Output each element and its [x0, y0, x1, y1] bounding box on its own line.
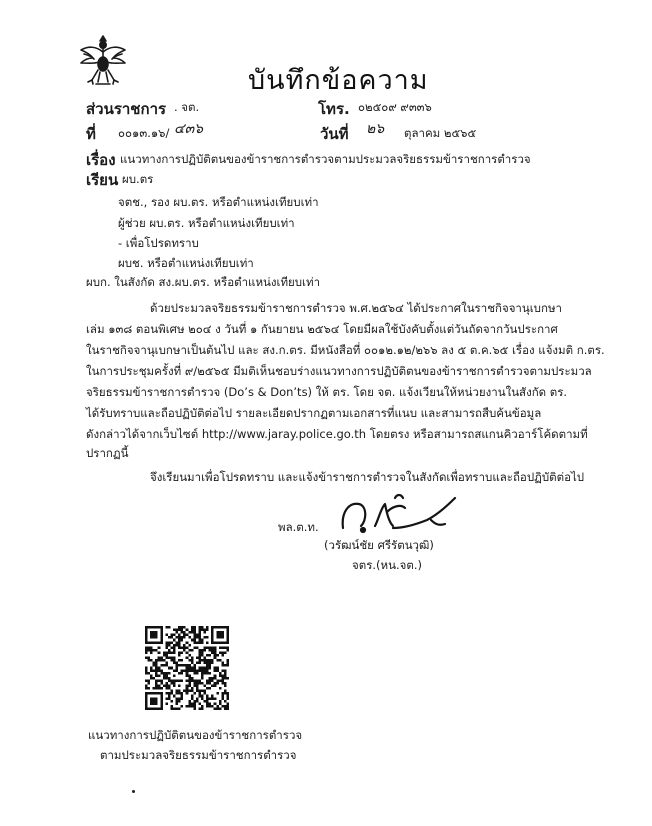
garuda-emblem-icon [78, 32, 128, 88]
number-value: ๐๐๑๓.๑๖/ [118, 126, 170, 140]
body-line: ในการประชุมครั้งที่ ๙/๒๕๖๕ มีมติเห็นชอบร่างแนวทางการปฏิบัติตนของข้าราชการตำรวจตามประมวล [86, 364, 592, 378]
to-value: ผบ.ตร [122, 172, 154, 186]
body-line: ด้วยประมวลจริยธรรมข้าราชการตำรวจ พ.ศ.๒๕๖๔ ได้ประกาศในราชกิจจานุเบกษา [150, 301, 562, 315]
body-line: จริยธรรมข้าราชการตำรวจ (Do’s & Don’ts) ให้ ตร. โดย จต. แจ้งเวียนให้หน่วยงานในสังกัด ตร. [86, 385, 568, 399]
body-line: ในราชกิจจานุเบกษาเป็นต้นไป และ สง.ก.ตร. มีหนังสือที่ ๐๐๑๒.๑๒/๒๖๖ ลง ๕ ต.ค.๖๕ เรื่อง แจ้งมติ ก.ตร. [86, 343, 605, 357]
agency-value: . จต. [174, 100, 200, 114]
body-line: ปรากฏนี้ [86, 446, 129, 460]
recipient-line: - เพื่อโปรดทราบ [118, 236, 199, 250]
to-label: เรียน [86, 171, 119, 189]
signature-position: จตร.(หน.จต.) [352, 558, 422, 572]
recipient-line: ผบช. หรือตำแหน่งเทียบเท่า [118, 256, 254, 270]
qr-caption-line: แนวทางการปฏิบัติตนของข้าราชการตำรวจ [88, 728, 303, 742]
subject-label: เรื่อง [86, 151, 116, 169]
stray-mark [132, 790, 135, 793]
date-day-handwritten: ๒๖ [366, 121, 385, 137]
number-handwritten: ๔๓๖ [174, 121, 204, 137]
body-line: เล่ม ๑๓๘ ตอนพิเศษ ๒๐๔ ง วันที่ ๑ กันยายน ๒๕๖๔ โดยมีผลใช้บังคับตั้งแต่วันถัดจากวันประกาศ [86, 322, 558, 336]
agency-label: ส่วนราชการ [86, 100, 167, 118]
subject-value: แนวทางการปฏิบัติตนของข้าราชการตำรวจตามประมวลจริยธรรมข้าราชการตำรวจ [120, 152, 531, 166]
memo-title: บันทึกข้อความ [248, 65, 429, 96]
qr-caption-line: ตามประมวลจริยธรรมข้าราชการตำรวจ [100, 748, 297, 762]
body-line: ได้รับทราบและถือปฏิบัติต่อไป รายละเอียดปรากฏตามเอกสารที่แนบ และสามารถสืบค้นข้อมูล [86, 406, 542, 420]
handwritten-signature [335, 490, 465, 540]
body-line: ดังกล่าวได้จากเว็บไซต์ http://www.jaray.police.go.th โดยตรง หรือสามารถสแกนคิวอาร์โค้ดตามที่ [86, 427, 588, 441]
number-label: ที่ [86, 125, 96, 143]
date-month-year: ตุลาคม ๒๕๖๕ [404, 126, 477, 140]
phone-label: โทร. [318, 100, 350, 118]
recipient-line: ผบก. ในสังกัด สง.ผบ.ตร. หรือตำแหน่งเทียบเท่า [86, 275, 321, 289]
qr-code[interactable] [145, 626, 229, 710]
date-label: วันที่ [320, 125, 349, 143]
closing-line: จึงเรียนมาเพื่อโปรดทราบ และแจ้งข้าราชการตำรวจในสังกัดเพื่อทราบและถือปฏิบัติต่อไป [150, 470, 585, 484]
phone-value: ๐๒๕๐๙ ๙๓๓๖ [358, 100, 432, 114]
signature-rank: พล.ต.ท. [278, 520, 319, 534]
recipient-line: ผู้ช่วย ผบ.ตร. หรือตำแหน่งเทียบเท่า [118, 216, 295, 230]
recipient-line: จตช., รอง ผบ.ตร. หรือตำแหน่งเทียบเท่า [118, 195, 319, 209]
signature-name: (วรัฒน์ชัย ศรีรัตนวุฒิ) [324, 538, 434, 552]
